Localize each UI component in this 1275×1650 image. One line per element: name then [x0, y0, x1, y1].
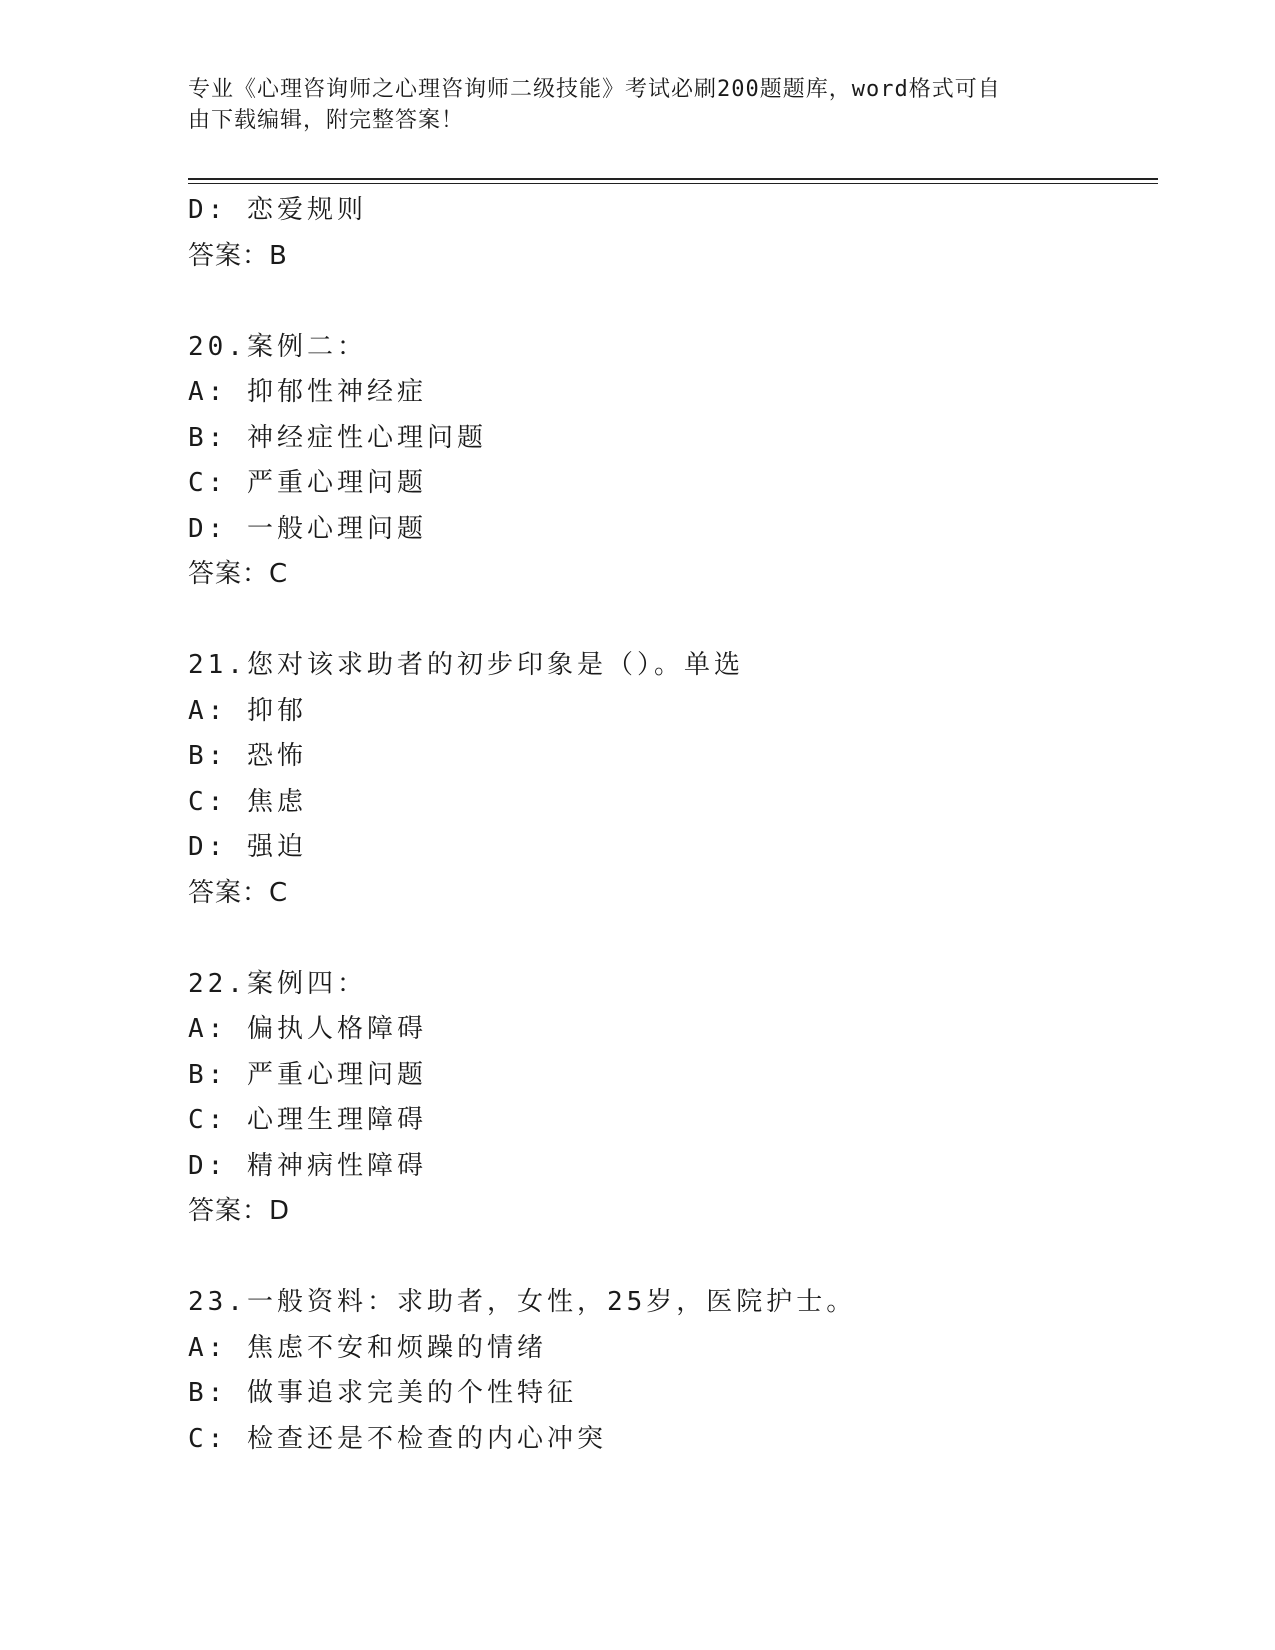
question-20-stem: 20.案例二： [188, 331, 367, 362]
question-23-option-a: A: 焦虑不安和烦躁的情绪 [188, 1332, 547, 1363]
question-21-answer: 答案：C [188, 877, 289, 908]
spacer [188, 1235, 1148, 1281]
question-22-option-a: A: 偏执人格障碍 [188, 1014, 427, 1044]
question-20-option-a: A: 抑郁性神经症 [188, 377, 427, 407]
question-22-stem: 22.案例四： [188, 968, 367, 999]
document-header [188, 74, 1068, 136]
question-20-option-b: B: 神经症性心理问题 [188, 422, 487, 453]
question-21-stem: 21.您对该求助者的初步印象是（）。单选 [188, 650, 744, 680]
question-20-answer: 答案：C [188, 559, 289, 589]
question-21-option-b: B: 恐怖 [188, 741, 307, 771]
question-22-option-c: C: 心理生理障碍 [188, 1105, 427, 1135]
header-divider-thick [188, 178, 1158, 180]
question-23-option-b: B: 做事追求完美的个性特征 [188, 1378, 577, 1408]
question-21-option-d: D: 强迫 [188, 832, 307, 862]
question-23-option-c: C: 检查还是不检查的内心冲突 [188, 1423, 607, 1454]
option-d: D: 恋爱规则 [188, 195, 367, 225]
header-divider-thin [188, 183, 1158, 184]
question-21-option-c: C: 焦虑 [188, 786, 307, 817]
header-line-2: 由下载编辑，附完整答案！ [188, 108, 465, 133]
question-22-option-b: B: 严重心理问题 [188, 1059, 427, 1090]
question-20-option-d: D: 一般心理问题 [188, 513, 427, 544]
question-22-answer: 答案：D [188, 1196, 291, 1226]
question-20-option-c: C: 严重心理问题 [188, 468, 427, 498]
spacer [188, 916, 1148, 962]
header-line-1: 专业《心理咨询师之心理咨询师二级技能》考试必刷200题题库，word格式可自 [188, 77, 1001, 102]
question-list [188, 188, 1148, 1462]
question-21-option-a: A: 抑郁 [188, 695, 307, 726]
spacer [188, 279, 1148, 325]
question-22-option-d: D: 精神病性障碍 [188, 1150, 427, 1181]
answer: 答案：B [188, 240, 288, 271]
question-23-stem: 23.一般资料：求助者，女性，25岁，医院护士。 [188, 1287, 857, 1317]
spacer [188, 598, 1148, 644]
